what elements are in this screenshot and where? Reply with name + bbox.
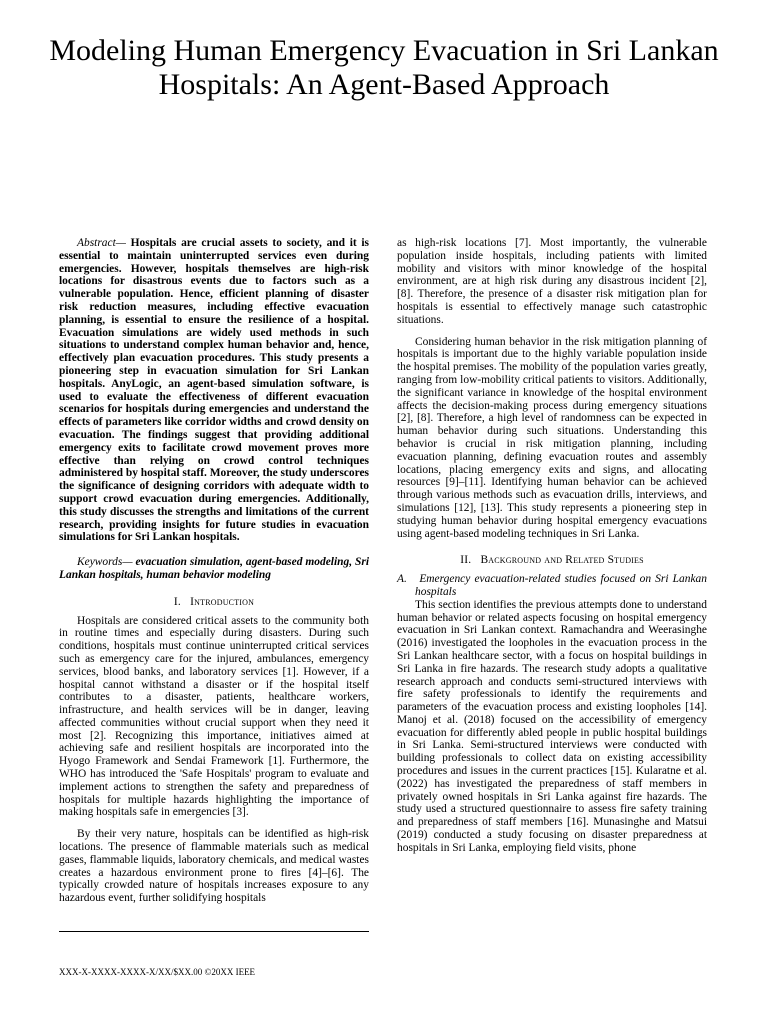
intro-paragraph-1: Hospitals are considered critical assets to the community both in routine times and especially during disasters. During such conditions, hospitals must continue uninterrupted critical services such as emergency care for the injured, ambulances, emergency services, blood banks, and laboratory services [1]. However, if a hospital cannot withstand a disaster or if the hospital itself contributes to a disaster, patients, healthcare workers, infrastructure, and health services will be in danger, leaving affected communities without crucial support when they need it most [2]. Recognizing this importance, initiatives aimed at achieving safe and resilient hospitals are incorporated into the Hyogo Framework and Sendai Framework [1]. Furthermore, the WHO has introduced the 'Safe Hospitals' program to evaluate and implement actions to strengthen the safety and preparedness of hospitals for multiple hazards highlighting the importance of making hospitals safe in emergencies [3]. [59, 614, 369, 819]
section-title: Background and Related Studies [480, 554, 644, 567]
keywords-text: evacuation simulation, agent-based modeling, Sri Lankan hospitals, human behavior modeling [59, 556, 369, 581]
section-heading-introduction [59, 596, 369, 609]
section-number: I. [173, 595, 181, 608]
right-column [397, 237, 707, 855]
subsection-heading-a [397, 573, 707, 599]
abstract-text: Hospitals are crucial assets to society, and it is essential to maintain uninterrupted services even during emergencies. However, hospitals themselves are high-risk locations for disastrous events due to factors such as a vulnerable population. Hence, efficient planning of disaster risk reduction measures, including effective evacuation planning, is essential to ensure the resilience of a hospital. Evacuation simulations are widely used methods in such situations to understand complex human behavior and, hence, effectively plan evacuation procedures. This study presents a pioneering step in evacuation simulation for Sri Lankan hospitals. AnyLogic, an agent-based simulation software, is used to evaluate the effectiveness of different evacuation scenarios for hospitals during emergencies and understand the effects of parameters like corridor widths and crowd density on evacuation. The findings suggest that providing additional emergency exits to facilitate crowd movement proves more effective than relying on crowd control techniques administered by hospital staff. Moreover, the study underscores the significance of designing corridors with adequate width to support crowd evacuation during emergencies. Additionally, this study discusses the strengths and limitations of the current research, providing insights for future studies in evacuation simulations for Sri Lankan hospitals. [59, 237, 369, 544]
subsection-title: Emergency evacuation-related studies focused on Sri Lankan hospitals [415, 573, 707, 598]
copyright-footer: XXX-X-XXXX-XXXX-X/XX/$XX.00 ©20XX IEEE [59, 967, 256, 977]
section-heading-background [397, 554, 707, 567]
footnote-rule [59, 931, 369, 932]
section-number: II. [460, 554, 472, 567]
section-title: Introduction [190, 595, 255, 608]
left-column [59, 237, 369, 905]
abstract-label: Abstract— [77, 237, 126, 249]
intro-paragraph-3: Considering human behavior in the risk mitigation planning of hospitals is important due to the highly variable population inside the hospital premises. The mobility of the population varies greatly, ranging from low-mobility critical patients to visitors. Additionally, the significant variance in knowledge of the hospital environment affects the decision-making process during emergency situations [2], [8]. Therefore, a high level of randomness can be expected in human behavior during such situations. Understanding this behavior is crucial in risk mitigation planning, including evacuation planning, defining evacuation routes and assembly locations, placing emergency exits and signs, and allocating resources [9]–[11]. Identifying human behavior can be achieved through various methods such as evacuation drills, interviews, and simulations [12], [13]. This study represents a pioneering step in studying human behavior during hospital emergency evacuations using agent-based modeling techniques in Sri Lanka. [397, 335, 707, 540]
abstract [59, 237, 369, 544]
intro-paragraph-2: By their very nature, hospitals can be identified as high-risk locations. The presence of flammable materials such as medical gases, flammable liquids, laboratory chemicals, and medical wastes creates a hazardous environment prone to fires [4]–[6]. The typically crowded nature of hospitals increases exposure to any hazardous event, further solidifying hospitals [59, 828, 369, 905]
background-paragraph-1: This section identifies the previous attempts done to understand human behavior or related aspects focusing on hospital emergency evacuation in Sri Lankan context. Ramachandra and Weerasinghe (2016) investigated the loopholes in the evacuation process in the Sri Lankan healthcare sector, with a focus on hospital buildings in Sri Lanka in fire hazards. The research study adopts a qualitative research approach and conducts semi-structured interviews with fire safety professionals to identify the requirements and parameters of the evacuation process and existing loopholes [14]. Manoj et al. (2018) focused on the accessibility of emergency evacuation for differently abled people in public hospital buildings in Sri Lanka. Semi-structured interviews were conducted with building professionals to collect data on existing accessibility procedures and issues in the current practices [15]. Kularatne et al. (2022) has investigated the preparedness of staff members in privately owned hospitals in Sri Lanka against fire hazards. The study used a structured questionnaire to assess fire safety training and preparedness of staff members [16]. Munasinghe and Matsui (2019) conducted a study focusing on disaster preparedness at hospitals in Sri Lanka, employing field visits, phone [397, 598, 707, 854]
subsection-label: A. [397, 573, 407, 586]
keywords-label: Keywords— [77, 556, 133, 569]
keywords [59, 556, 369, 582]
intro-continuation: as high-risk locations [7]. Most importantly, the vulnerable population inside hospitals, including patients with limited mobility and visitors with minor knowledge of the hospital environment, are at high risk during any disastrous incident [2], [8]. Therefore, the presence of a disaster risk mitigation plan for hospitals is essential to effectively manage such catastrophic situations. [397, 237, 707, 326]
paper-title: Modeling Human Emergency Evacuation in Sri Lankan Hospitals: An Agent-Based Approach [49, 34, 719, 101]
